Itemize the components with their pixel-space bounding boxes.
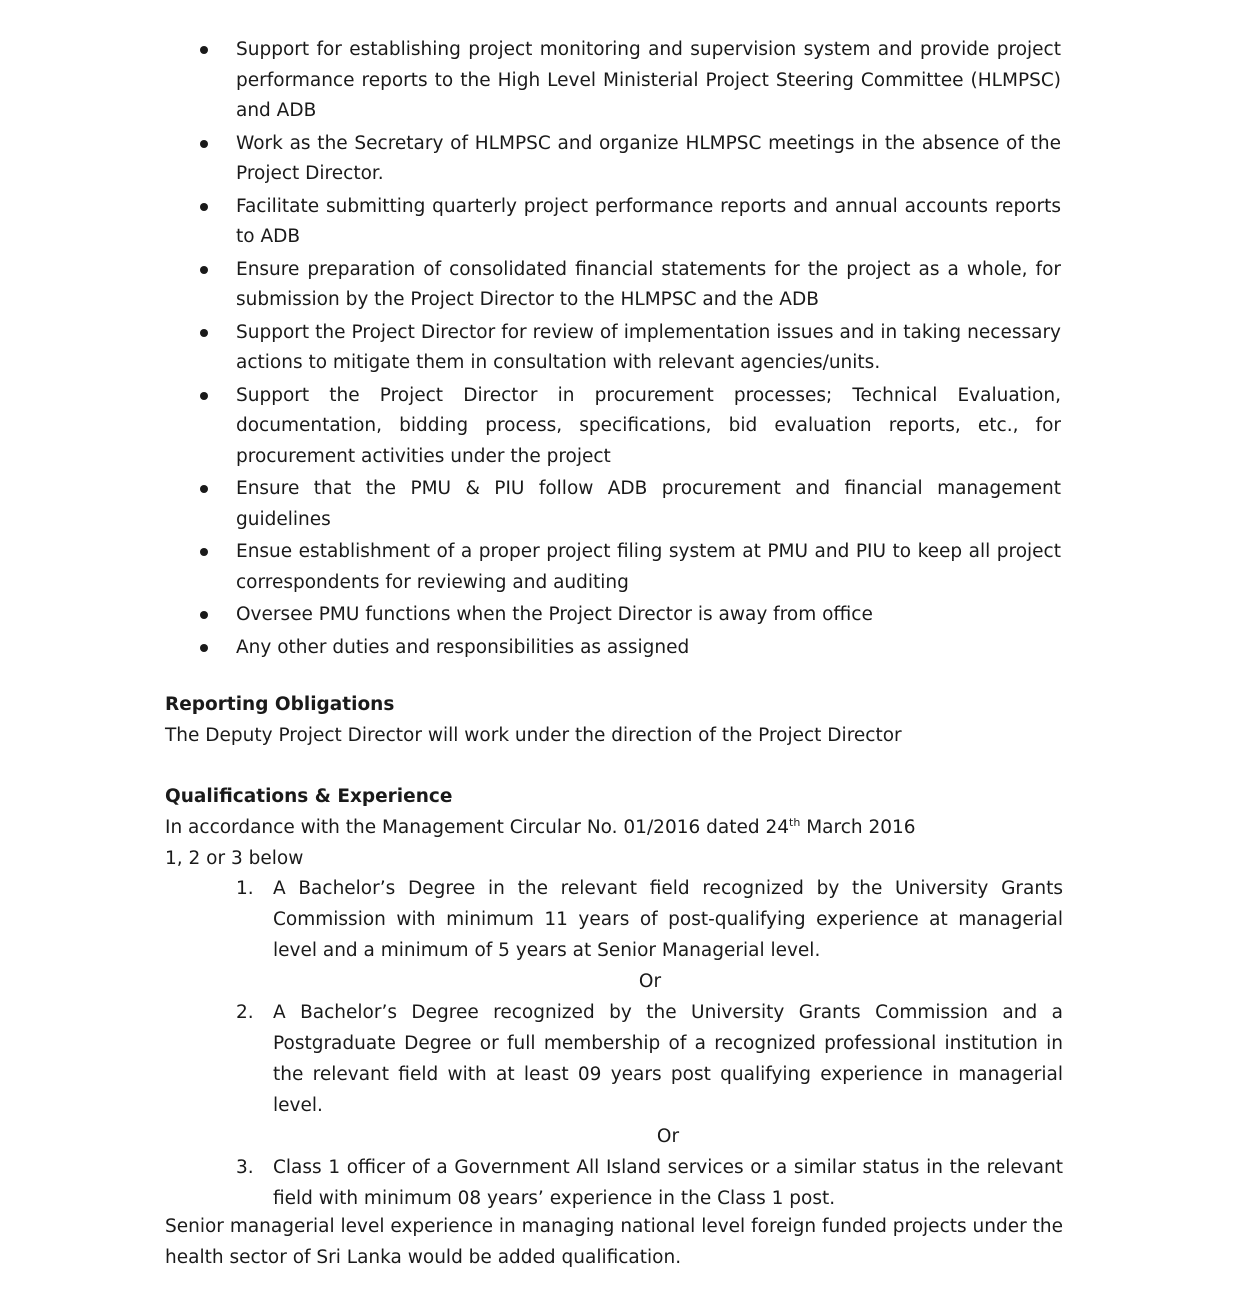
list-item bbox=[0, 192, 1242, 253]
qualifications-heading: Qualifications & Experience bbox=[165, 786, 453, 807]
list-item bbox=[0, 997, 1242, 1121]
bullet-icon bbox=[200, 46, 208, 54]
list-item bbox=[0, 129, 1242, 190]
list-item bbox=[0, 35, 1242, 127]
list-item-text: Ensue establishment of a proper project filing system at PMU and PIU to keep all project correspondents for reviewing and auditing bbox=[236, 541, 1061, 593]
list-item bbox=[0, 474, 1242, 535]
bullet-icon bbox=[200, 266, 208, 274]
list-item-number: 1. bbox=[236, 878, 254, 899]
reporting-text: The Deputy Project Director will work under the direction of the Project Director bbox=[165, 725, 902, 746]
list-item bbox=[0, 1152, 1242, 1214]
list-item bbox=[0, 633, 1242, 664]
bullet-icon bbox=[200, 548, 208, 556]
responsibilities-list bbox=[0, 35, 1242, 665]
list-item-number: 2. bbox=[236, 1002, 254, 1023]
qualifications-section bbox=[165, 781, 1065, 874]
list-item-text: Any other duties and responsibilities as assigned bbox=[236, 636, 690, 658]
list-item bbox=[0, 255, 1242, 316]
choice-line: 1, 2 or 3 below bbox=[165, 848, 304, 869]
list-item bbox=[0, 600, 1242, 631]
bullet-icon bbox=[200, 329, 208, 337]
bullet-icon bbox=[200, 485, 208, 493]
list-item bbox=[0, 381, 1242, 473]
circular-suffix: March 2016 bbox=[800, 817, 916, 838]
or-separator: Or bbox=[656, 1126, 680, 1147]
list-item bbox=[0, 318, 1242, 379]
bullet-icon bbox=[200, 203, 208, 211]
list-item bbox=[0, 873, 1242, 966]
reporting-section bbox=[165, 689, 1065, 751]
reporting-heading: Reporting Obligations bbox=[165, 694, 395, 715]
list-item bbox=[0, 537, 1242, 598]
list-item-text: Ensure that the PMU & PIU follow ADB procurement and financial management guidelines bbox=[236, 478, 1061, 530]
qualifications-list bbox=[0, 873, 1242, 1214]
list-item-text: Support the Project Director for review of implementation issues and in taking necessary actions to mitigate them in consultation with relevant agencies/units. bbox=[236, 321, 1061, 373]
list-item-number: 3. bbox=[236, 1157, 254, 1178]
circular-prefix: In accordance with the Management Circular No. 01/2016 dated 24 bbox=[165, 817, 790, 838]
closing-paragraph: Senior managerial level experience in managing national level foreign funded projects under the health sector of Sri Lanka would be added qualification. bbox=[165, 1216, 1063, 1268]
bullet-icon bbox=[200, 644, 208, 652]
or-separator: Or bbox=[638, 971, 662, 992]
list-item-text: Support for establishing project monitoring and supervision system and provide project performance reports to the High Level Ministerial Project Steering Committee (HLMPSC) and ADB bbox=[236, 39, 1061, 121]
list-item-text: Ensure preparation of consolidated financial statements for the project as a whole, for submission by the Project Director to the HLMPSC and the ADB bbox=[236, 258, 1061, 310]
list-item-text: Support the Project Director in procurement processes; Technical Evaluation, documentation, bidding process, specifications, bid evaluation reports, etc., for procurement activities under the project bbox=[236, 384, 1061, 467]
circular-superscript: th bbox=[789, 815, 801, 829]
list-item-text: A Bachelor’s Degree recognized by the University Grants Commission and a Postgraduate Degree or full membership of a recognized professional institution in the relevant field with at least 09 years post qualifying experience in managerial level. bbox=[273, 1002, 1063, 1116]
list-item-text: A Bachelor’s Degree in the relevant field recognized by the University Grants Commission with minimum 11 years of post-qualifying experience at managerial level and a minimum of 5 years at Senior Managerial level. bbox=[273, 878, 1063, 961]
bullet-icon bbox=[200, 140, 208, 148]
bullet-icon bbox=[200, 392, 208, 400]
list-item-text: Work as the Secretary of HLMPSC and organize HLMPSC meetings in the absence of the Project Director. bbox=[236, 132, 1061, 184]
list-item-text: Facilitate submitting quarterly project performance reports and annual accounts reports to ADB bbox=[236, 195, 1061, 247]
circular-line bbox=[165, 812, 1065, 843]
list-item-text: Oversee PMU functions when the Project Director is away from office bbox=[236, 604, 873, 625]
list-item-text: Class 1 officer of a Government All Island services or a similar status in the relevant field with minimum 08 years’ experience in the Class 1 post. bbox=[273, 1157, 1063, 1209]
bullet-icon bbox=[200, 611, 208, 619]
